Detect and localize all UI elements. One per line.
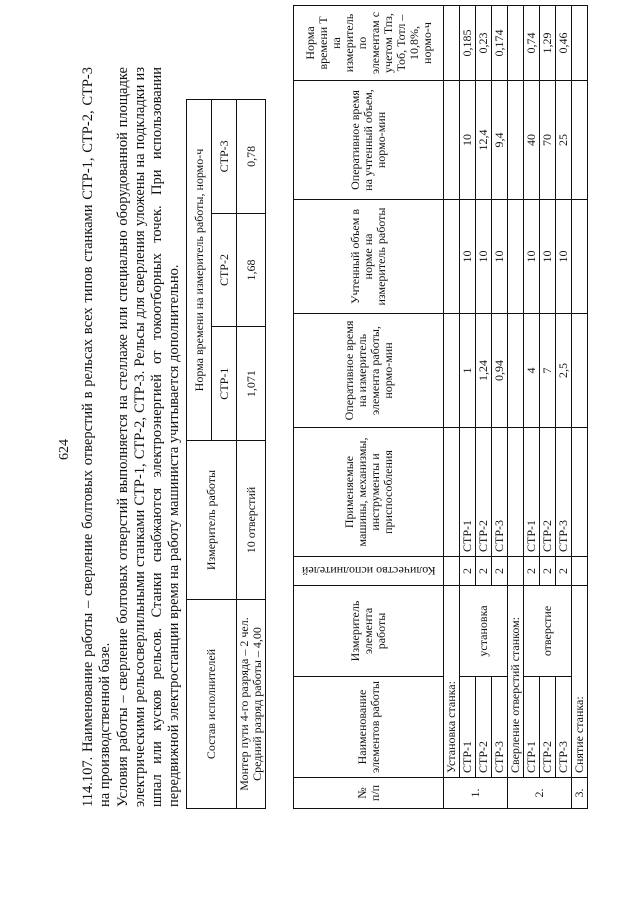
optime-cell: 0,94 bbox=[492, 314, 508, 428]
empty-cell bbox=[444, 6, 460, 81]
group-title: Установка станка: bbox=[444, 586, 460, 778]
optime-cell: 7 bbox=[540, 314, 556, 428]
people-cell: 2 bbox=[460, 557, 476, 586]
optime-cell: 1 bbox=[460, 314, 476, 428]
empty-cell bbox=[572, 81, 588, 200]
element-name: СТР-2 bbox=[540, 677, 556, 778]
work-heading: 114.107. Наименование работы – сверление болтовых отверстий в рельсах всех типов станками СТР-1, СТР-2, СТР-3 на производственной базе. bbox=[80, 67, 113, 807]
people-cell: 2 bbox=[492, 557, 508, 586]
header-optime: Оперативное время на измеритель элемента работы, нормо-мин bbox=[294, 314, 444, 428]
norm-cell: 0,78 bbox=[237, 100, 266, 214]
header-volume: Учтенный объем в норме на измеритель работы bbox=[294, 200, 444, 314]
optime-cell: 4 bbox=[524, 314, 540, 428]
header-people-text: Количество исполнителей bbox=[301, 564, 436, 579]
opvolume-cell: 70 bbox=[540, 81, 556, 200]
opvolume-cell: 12,4 bbox=[476, 81, 492, 200]
opvolume-cell: 10 bbox=[460, 81, 476, 200]
group-number: 2. bbox=[508, 778, 572, 809]
element-name: СТР-3 bbox=[492, 677, 508, 778]
group-title: Снятие станка: bbox=[572, 586, 588, 778]
empty-cell bbox=[444, 81, 460, 200]
empty-cell bbox=[444, 200, 460, 314]
tool-cell: СТР-1 bbox=[460, 428, 476, 557]
element-unit: отверстие bbox=[524, 586, 572, 677]
norm-cell: 1,071 bbox=[237, 327, 266, 441]
team-header: Состав исполнителей bbox=[187, 600, 237, 809]
norm-cell: 0,74 bbox=[524, 6, 540, 81]
opvolume-cell: 40 bbox=[524, 81, 540, 200]
empty-cell bbox=[572, 557, 588, 586]
tool-cell: СТР-1 bbox=[524, 428, 540, 557]
empty-cell bbox=[508, 314, 524, 428]
group-number: 3. bbox=[572, 778, 588, 809]
norm-cell: 0,46 bbox=[556, 6, 572, 81]
empty-cell bbox=[572, 428, 588, 557]
empty-cell bbox=[508, 557, 524, 586]
header-unit: Измеритель элемента работы bbox=[294, 586, 444, 677]
people-cell: 2 bbox=[540, 557, 556, 586]
norm-cell: 1,29 bbox=[540, 6, 556, 81]
norm-cell: 0,23 bbox=[476, 6, 492, 81]
volume-cell: 10 bbox=[460, 200, 476, 314]
element-name: СТР-1 bbox=[460, 677, 476, 778]
optime-cell: 1,24 bbox=[476, 314, 492, 428]
header-norm: Норма времени Т на измеритель по элементам с учетом Тпз, Тоб, Тотл – 10,8%, нормо-ч bbox=[294, 6, 444, 81]
elements-table bbox=[293, 5, 588, 809]
volume-cell: 10 bbox=[476, 200, 492, 314]
people-cell: 2 bbox=[476, 557, 492, 586]
meter-header: Измеритель работы bbox=[187, 441, 237, 600]
page-number: 624 bbox=[57, 439, 72, 460]
header-opvolume: Оперативное время на учтенный объем, нормо-мин bbox=[294, 81, 444, 200]
team-cell bbox=[237, 600, 266, 809]
header-people bbox=[294, 557, 444, 586]
empty-cell bbox=[444, 314, 460, 428]
tool-cell: СТР-2 bbox=[540, 428, 556, 557]
empty-cell bbox=[508, 200, 524, 314]
norm-cell: 0,185 bbox=[460, 6, 476, 81]
norm-cell: 1,68 bbox=[237, 213, 266, 327]
volume-cell: 10 bbox=[556, 200, 572, 314]
machine-header: СТР-3 bbox=[212, 100, 237, 214]
tool-cell: СТР-3 bbox=[556, 428, 572, 557]
norm-header: Норма времени на измеритель работы, нормо-ч bbox=[187, 100, 212, 441]
tool-cell: СТР-2 bbox=[476, 428, 492, 557]
machine-header: СТР-2 bbox=[212, 213, 237, 327]
machine-header: СТР-1 bbox=[212, 327, 237, 441]
element-name: СТР-3 bbox=[556, 677, 572, 778]
tool-cell: СТР-3 bbox=[492, 428, 508, 557]
element-unit: установка bbox=[460, 586, 508, 677]
empty-cell bbox=[572, 314, 588, 428]
optime-cell: 2,5 bbox=[556, 314, 572, 428]
empty-cell bbox=[572, 6, 588, 81]
people-cell: 2 bbox=[524, 557, 540, 586]
norm-cell: 0,174 bbox=[492, 6, 508, 81]
meter-cell: 10 отверстий bbox=[237, 441, 266, 600]
header-name: Наименование элементов работы bbox=[294, 677, 444, 778]
group-title: Сверление отверстий станком: bbox=[508, 586, 524, 778]
empty-cell bbox=[508, 81, 524, 200]
empty-cell bbox=[572, 200, 588, 314]
element-name: СТР-2 bbox=[476, 677, 492, 778]
header-tools: Применяемые машины, механизмы, инструменты и приспособления bbox=[294, 428, 444, 557]
people-cell: 2 bbox=[556, 557, 572, 586]
empty-cell bbox=[444, 428, 460, 557]
header-num: № п/п bbox=[294, 778, 444, 809]
opvolume-cell: 25 bbox=[556, 81, 572, 200]
norm-summary-table bbox=[186, 99, 266, 809]
volume-cell: 10 bbox=[492, 200, 508, 314]
empty-cell bbox=[508, 428, 524, 557]
empty-cell bbox=[444, 557, 460, 586]
work-conditions: Условия работы – сверление болтовых отверстий выполняется на стеллаже или специально оборудованной площадке электрическими рельсосверлильными станками СТР-1, СТР-2, СТР-3. Рельсы для сверления уложены на подкладки из шпал или кусков рельсов. Станки снабжаются электроэнергией от токоотборных точек. При использовании передвижной электростанции время на работу машиниста учитывается дополнительно. bbox=[115, 67, 182, 807]
volume-cell: 10 bbox=[524, 200, 540, 314]
team-line: Монтер пути 4-го разряда – 2 чел. bbox=[237, 617, 251, 791]
empty-cell bbox=[508, 6, 524, 81]
opvolume-cell: 9,4 bbox=[492, 81, 508, 200]
element-name: СТР-1 bbox=[524, 677, 540, 778]
team-line: Средний разряд работы – 4,00 bbox=[250, 627, 264, 781]
volume-cell: 10 bbox=[540, 200, 556, 314]
group-number: 1. bbox=[444, 778, 508, 809]
